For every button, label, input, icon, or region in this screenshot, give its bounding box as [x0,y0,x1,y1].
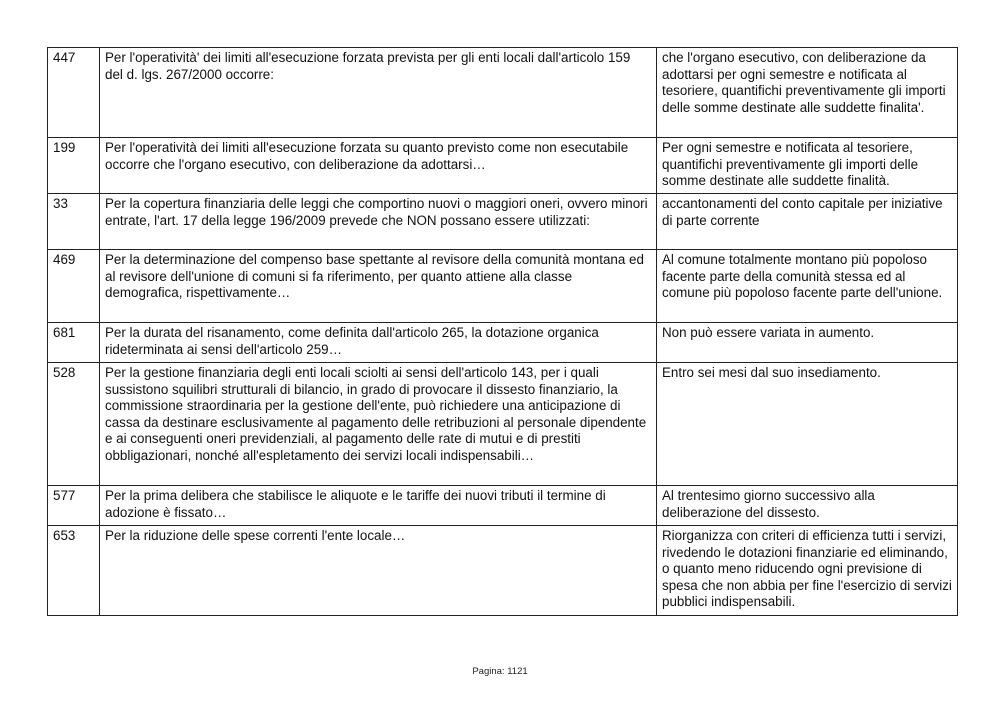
question-text: Per la gestione finanziaria degli enti locali sciolti ai sensi dell'articolo 143, per i quali sussistono squilibri strutturali di bilancio, in grado di provocare il dissesto finanziario, la commissione straordinaria per la gestione dell'ente, può richiedere una anticipazione di cassa da destinare esclusivamente al pagamento delle retribuzioni al personale dipendente e ai conseguenti oneri previdenziali, al pagamento delle rate di mutui e di prestiti obbligazionari, nonché all'espletamento dei servizi locali indispensabili… [100,363,657,486]
answer-text: Entro sei mesi dal suo insediamento. [657,363,958,486]
question-text: Per l'operatività' dei limiti all'esecuzione forzata prevista per gli enti locali dall'articolo 159 del d. lgs. 267/2000 occorre: [100,48,657,138]
table-row [48,48,958,138]
question-id: 33 [48,194,100,250]
question-text: Per la determinazione del compenso base spettante al revisore della comunità montana ed al revisore dell'unione di comuni si fa riferimento, per quanto attiene alla classe demografica, rispettivamente… [100,250,657,323]
question-text: Per la durata del risanamento, come definita dall'articolo 265, la dotazione organica rideterminata ai sensi dell'articolo 259… [100,323,657,363]
answer-text: accantonamenti del conto capitale per iniziative di parte corrente [657,194,958,250]
question-id: 447 [48,48,100,138]
answer-text: Al trentesimo giorno successivo alla deliberazione del dissesto. [657,486,958,526]
question-text: Per la riduzione delle spese correnti l'ente locale… [100,526,657,616]
question-id: 681 [48,323,100,363]
question-id: 528 [48,363,100,486]
answer-text: che l'organo esecutivo, con deliberazione da adottarsi per ogni semestre e notificata al tesoriere, quantifichi preventivamente gli importi delle somme destinate alle suddette finalita'. [657,48,958,138]
table-row [48,250,958,323]
question-text: Per l'operatività dei limiti all'esecuzione forzata su quanto previsto come non esecutabile occorre che l'organo esecutivo, con deliberazione da adottarsi… [100,138,657,194]
answer-text: Riorganizza con criteri di efficienza tutti i servizi, rivedendo le dotazioni finanziarie ed eliminando, o quanto meno riducendo ogni previsione di spesa che non abbia per fine l'esercizio di servizi pubblici indispensabili. [657,526,958,616]
question-id: 469 [48,250,100,323]
question-id: 199 [48,138,100,194]
table-row [48,194,958,250]
answer-text: Non può essere variata in aumento. [657,323,958,363]
question-text: Per la copertura finanziaria delle leggi che comportino nuovi o maggiori oneri, ovvero minori entrate, l'art. 17 della legge 196/2009 prevede che NON possano essere utilizzati: [100,194,657,250]
page-number: Pagina: 1121 [472,666,528,677]
question-id: 577 [48,486,100,526]
table-row [48,363,958,486]
answer-text: Al comune totalmente montano più popoloso facente parte della comunità stessa ed al comune più popoloso facente parte dell'unione. [657,250,958,323]
answer-text: Per ogni semestre e notificata al tesoriere, quantifichi preventivamente gli importi delle somme destinate alle suddette finalità. [657,138,958,194]
question-table [47,47,958,616]
table-row [48,323,958,363]
table-row [48,138,958,194]
table-row [48,526,958,616]
question-id: 653 [48,526,100,616]
table-row [48,486,958,526]
question-text: Per la prima delibera che stabilisce le aliquote e le tariffe dei nuovi tributi il termine di adozione è fissato… [100,486,657,526]
